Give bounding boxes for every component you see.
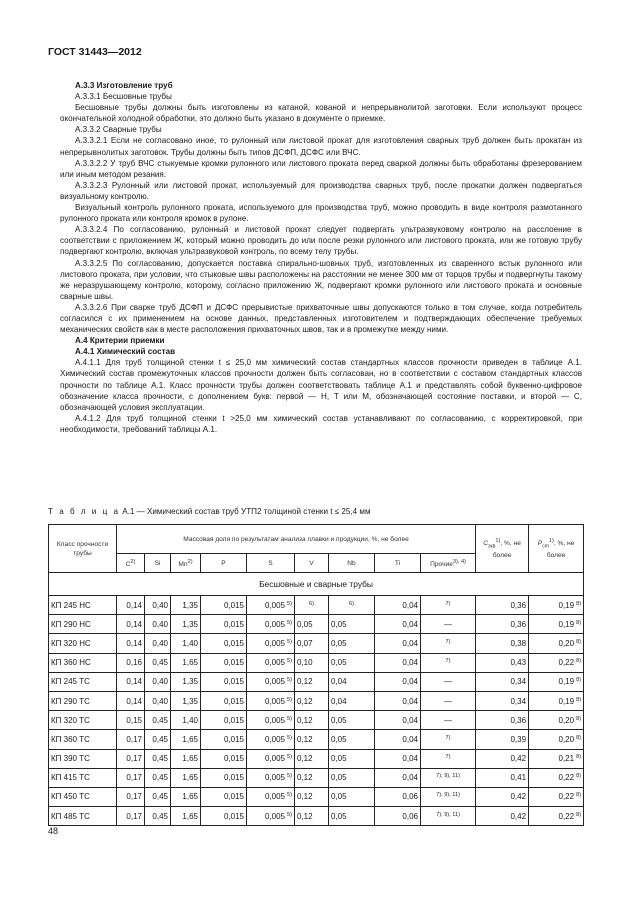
cell-p: 0,015 bbox=[201, 672, 247, 691]
paragraph: Визуальный контроль рулонного проката, используемого для производства труб, можно проводить в виде контроля размотанного рулонного проката или контроля кромок в рулоне. bbox=[60, 203, 582, 224]
table-row bbox=[49, 653, 584, 672]
cell-cekv: 0,42 bbox=[476, 787, 529, 806]
cell-p: 0,015 bbox=[201, 634, 247, 653]
cell-c: 0,14 bbox=[117, 672, 145, 691]
cell-pcm: 0,20 $^{8)}$ bbox=[529, 711, 584, 730]
cell-s: 0,005 $^{5)}$ bbox=[247, 787, 295, 806]
cell-cekv: 0,34 bbox=[476, 691, 529, 710]
cell-pcm: 0,21 $^{8)}$ bbox=[529, 749, 584, 768]
cell-nb: 0,05 bbox=[329, 615, 375, 634]
table-row bbox=[49, 787, 584, 806]
table-row bbox=[49, 711, 584, 730]
cell-other: — bbox=[421, 711, 476, 730]
cell-ti: 0,04 bbox=[375, 634, 421, 653]
cell-pcm: 0,20 $^{8)}$ bbox=[529, 730, 584, 749]
cell-ti: 0,04 bbox=[375, 711, 421, 730]
group-row-label: Бесшовные и сварные трубы bbox=[49, 573, 584, 596]
paragraph: А.3.3.2.5 По согласованию, допускается поставка спирально-шовных труб, изготовленных из сваренного встык рулонного или листового проката, при условии, что стыковые швы расположены на расстоянии не менее 300 мм от торцов трубы и подвергнуты такому же неразрушающему контролю, которому, согласно приложению Ж, подвергают кромки рулонного или листового проката и основные сварные швы. bbox=[60, 258, 582, 301]
cell-c: 0,17 bbox=[117, 730, 145, 749]
cell-v: 0,12 bbox=[295, 730, 329, 749]
cell-c: 0,17 bbox=[117, 807, 145, 826]
header-mass-fraction: Массовая доля по результатам анализа плавки и продукции, %, не более bbox=[117, 525, 476, 554]
cell-mn: 1,35 bbox=[171, 672, 201, 691]
cell-cls: КП 360 НС bbox=[49, 653, 117, 672]
cell-nb: 6) bbox=[329, 596, 375, 615]
cell-cls: КП 360 ТС bbox=[49, 730, 117, 749]
cell-nb: 0,05 bbox=[329, 807, 375, 826]
paragraph: А.4.1.2 Для труб толщиной стенки t >25,0 мм химический состав устанавливают по согласованию, с корректировкой, при необходимости, требований таблицы А.1. bbox=[60, 413, 582, 434]
cell-c: 0,16 bbox=[117, 653, 145, 672]
cell-v: 0,12 bbox=[295, 711, 329, 730]
header-element: Nb bbox=[329, 554, 375, 573]
header-element: S bbox=[247, 554, 295, 573]
cell-p: 0,015 bbox=[201, 615, 247, 634]
cell-si: 0,45 bbox=[145, 653, 171, 672]
cell-c: 0,14 bbox=[117, 596, 145, 615]
paragraph: А.3.3.2.4 По согласованию, рулонный и листовой прокат следует подвергать ультразвуковому контролю на расслоение в соответствии с приложением Ж, который можно проводить до или после резки рулонного или листового проката, или же готовую трубу подвергают контролю, включая ультразвуковой контроль, по всему телу трубы. bbox=[60, 225, 582, 257]
cell-nb: 0,05 bbox=[329, 653, 375, 672]
cell-c: 0,15 bbox=[117, 711, 145, 730]
cell-nb: 0,05 bbox=[329, 768, 375, 787]
cell-pcm: 0,19 $^{8)}$ bbox=[529, 596, 584, 615]
cell-si: 0,40 bbox=[145, 691, 171, 710]
cell-other: 7), 9), 11) bbox=[421, 768, 476, 787]
cell-mn: 1,65 bbox=[171, 730, 201, 749]
cell-other: — bbox=[421, 672, 476, 691]
cell-s: 0,005 $^{5)}$ bbox=[247, 672, 295, 691]
cell-s: 0,005 $^{5)}$ bbox=[247, 730, 295, 749]
cell-ti: 0,04 bbox=[375, 691, 421, 710]
paragraph: А.3.3.2.6 При сварке труб ДСФП и ДСФС прерывистые прихваточные швы допускаются только в том случае, когда потребитель согласился с их применением на основе данных, представленных изготовителем и подтверждающих обеспечение требуемых механических свойств как в месте расположения прихваточных швов, так и в промежутке между ними. bbox=[60, 302, 582, 335]
header-element: V bbox=[295, 554, 329, 573]
cell-cekv: 0,36 bbox=[476, 711, 529, 730]
table-row bbox=[49, 672, 584, 691]
cell-cekv: 0,36 bbox=[476, 596, 529, 615]
cell-p: 0,015 bbox=[201, 730, 247, 749]
cell-ti: 0,04 bbox=[375, 768, 421, 787]
cell-cls: КП 485 ТС bbox=[49, 807, 117, 826]
cell-s: 0,005 $^{5)}$ bbox=[247, 768, 295, 787]
table-row bbox=[49, 691, 584, 710]
cell-v: 0,05 bbox=[295, 615, 329, 634]
cell-other: — bbox=[421, 691, 476, 710]
cell-pcm: 0,19 $^{8)}$ bbox=[529, 615, 584, 634]
cell-mn: 1,40 bbox=[171, 634, 201, 653]
cell-si: 0,45 bbox=[145, 787, 171, 806]
cell-si: 0,45 bbox=[145, 730, 171, 749]
cell-si: 0,40 bbox=[145, 596, 171, 615]
table-row bbox=[49, 768, 584, 787]
cell-ti: 0,06 bbox=[375, 807, 421, 826]
cell-cls: КП 450 ТС bbox=[49, 787, 117, 806]
cell-si: 0,40 bbox=[145, 634, 171, 653]
cell-cls: КП 245 НС bbox=[49, 596, 117, 615]
cell-nb: 0,05 bbox=[329, 749, 375, 768]
cell-other: 7), 9), 11) bbox=[421, 787, 476, 806]
cell-s: 0,005 $^{5)}$ bbox=[247, 711, 295, 730]
cell-cls: КП 290 НС bbox=[49, 615, 117, 634]
cell-mn: 1,65 bbox=[171, 768, 201, 787]
cell-pcm: 0,20 $^{8)}$ bbox=[529, 634, 584, 653]
paragraph: А.3.3.2 Сварные трубы bbox=[75, 125, 162, 135]
cell-cls: КП 415 ТС bbox=[49, 768, 117, 787]
cell-pcm: 0,22 $^{8)}$ bbox=[529, 653, 584, 672]
cell-s: 0,005 $^{5)}$ bbox=[247, 653, 295, 672]
cell-v: 0,10 bbox=[295, 653, 329, 672]
cell-cls: КП 290 ТС bbox=[49, 691, 117, 710]
cell-nb: 0,04 bbox=[329, 672, 375, 691]
paragraph: А.3.3 Изготовление труб bbox=[75, 81, 173, 90]
cell-mn: 1,35 bbox=[171, 691, 201, 710]
body-text bbox=[60, 80, 582, 435]
cell-cekv: 0,39 bbox=[476, 730, 529, 749]
page-number: 48 bbox=[48, 826, 59, 836]
cell-nb: 0,05 bbox=[329, 730, 375, 749]
paragraph: А.3.3.2.1 Если не согласовано иное, то рулонный или листовой прокат для изготовления сварных труб должен быть прокатан из непрерывнолитых заготовок. Трубы должны быть типов ДСФП, ДСФС или ВЧС. bbox=[60, 136, 582, 157]
table-caption-title: А.1 — Химический состав труб УТП2 толщиной стенки t ≤ 25,4 мм bbox=[119, 507, 371, 516]
paragraph: Бесшовные трубы должны быть изготовлены из катаной, кованой и непрерывнолитой заготовки. Если используют процесс окончательной холодной обработки, это должно быть указано в документе о приемке. bbox=[60, 103, 582, 124]
cell-c: 0,17 bbox=[117, 749, 145, 768]
cell-si: 0,45 bbox=[145, 711, 171, 730]
cell-cekv: 0,42 bbox=[476, 807, 529, 826]
chemical-composition-table bbox=[48, 524, 584, 826]
header-element: Mn$^{2)}$ bbox=[171, 554, 201, 573]
cell-nb: 0,05 bbox=[329, 787, 375, 806]
cell-other: 7) bbox=[421, 653, 476, 672]
cell-cekv: 0,36 bbox=[476, 615, 529, 634]
paragraph: А.4.1 Химический состав bbox=[75, 347, 176, 357]
cell-p: 0,015 bbox=[201, 653, 247, 672]
cell-pcm: 0,22 $^{8)}$ bbox=[529, 787, 584, 806]
header-element: $C^{2)}$ bbox=[117, 554, 145, 573]
table-row bbox=[49, 749, 584, 768]
cell-p: 0,015 bbox=[201, 807, 247, 826]
paragraph: А.4.1.1 Для труб толщиной стенки t ≤ 25,0 мм химический состав стандартных классов прочности приведен в таблице А.1. Химический состав промежуточных классов прочности должен быть согласован, но в соответствии с составом стандартных классов прочности по таблице А.1. Класс прочности трубы должен соответствовать таблице А.1 и представлять собой буквенно-цифровое обозначение класса прочности, с дополнением букв: первой — Н, Т или М, обозначающей состояние поставки, и второй — С, обозначающей условия эксплуатации. bbox=[60, 358, 582, 412]
table-caption-prefix: Т а б л и ц а bbox=[48, 507, 120, 516]
cell-si: 0,45 bbox=[145, 807, 171, 826]
table-row bbox=[49, 807, 584, 826]
cell-ti: 0,04 bbox=[375, 653, 421, 672]
cell-s: 0,005 $^{5)}$ bbox=[247, 749, 295, 768]
cell-ti: 0,04 bbox=[375, 749, 421, 768]
cell-v: 0,12 bbox=[295, 807, 329, 826]
cell-cekv: 0,41 bbox=[476, 768, 529, 787]
cell-cekv: 0,34 bbox=[476, 672, 529, 691]
document-header: ГОСТ 31443—2012 bbox=[48, 46, 142, 58]
cell-v: 0,12 bbox=[295, 749, 329, 768]
cell-mn: 1,40 bbox=[171, 711, 201, 730]
table-row bbox=[49, 634, 584, 653]
cell-mn: 1,35 bbox=[171, 596, 201, 615]
cell-mn: 1,65 bbox=[171, 807, 201, 826]
cell-ti: 0,06 bbox=[375, 787, 421, 806]
header-element: Si bbox=[145, 554, 171, 573]
cell-s: 0,005 $^{5)}$ bbox=[247, 807, 295, 826]
cell-pcm: 0,19 $^{8)}$ bbox=[529, 691, 584, 710]
cell-mn: 1,65 bbox=[171, 787, 201, 806]
cell-other: 7) bbox=[421, 730, 476, 749]
cell-nb: 0,05 bbox=[329, 634, 375, 653]
cell-ti: 0,04 bbox=[375, 596, 421, 615]
cell-v: 0,12 bbox=[295, 672, 329, 691]
cell-s: 0,005 $^{5)}$ bbox=[247, 691, 295, 710]
cell-s: 0,005 $^{5)}$ bbox=[247, 596, 295, 615]
cell-nb: 0,05 bbox=[329, 711, 375, 730]
cell-si: 0,45 bbox=[145, 749, 171, 768]
cell-mn: 1,65 bbox=[171, 749, 201, 768]
cell-cekv: 0,38 bbox=[476, 634, 529, 653]
cell-cls: КП 320 ТС bbox=[49, 711, 117, 730]
header-element: P bbox=[201, 554, 247, 573]
cell-c: 0,17 bbox=[117, 787, 145, 806]
cell-p: 0,015 bbox=[201, 691, 247, 710]
cell-cls: КП 320 НС bbox=[49, 634, 117, 653]
cell-pcm: 0,22 $^{8)}$ bbox=[529, 768, 584, 787]
table-row bbox=[49, 730, 584, 749]
table-caption bbox=[48, 507, 588, 516]
cell-cls: КП 245 ТС bbox=[49, 672, 117, 691]
header-class: Класс прочности трубы bbox=[49, 525, 117, 573]
table-row bbox=[49, 596, 584, 615]
cell-nb: 0,04 bbox=[329, 691, 375, 710]
cell-v: 0,12 bbox=[295, 787, 329, 806]
cell-si: 0,40 bbox=[145, 672, 171, 691]
cell-p: 0,015 bbox=[201, 596, 247, 615]
cell-mn: 1,65 bbox=[171, 653, 201, 672]
cell-c: 0,17 bbox=[117, 768, 145, 787]
cell-cekv: 0,42 bbox=[476, 749, 529, 768]
cell-s: 0,005 $^{5)}$ bbox=[247, 634, 295, 653]
cell-si: 0,45 bbox=[145, 768, 171, 787]
table-row bbox=[49, 615, 584, 634]
cell-cekv: 0,43 bbox=[476, 653, 529, 672]
cell-v: 0,12 bbox=[295, 691, 329, 710]
cell-p: 0,015 bbox=[201, 768, 247, 787]
cell-v: 0,07 bbox=[295, 634, 329, 653]
cell-ti: 0,04 bbox=[375, 672, 421, 691]
cell-v: 0,12 bbox=[295, 768, 329, 787]
cell-ti: 0,04 bbox=[375, 615, 421, 634]
paragraph: А.3.3.2.3 Рулонный или листовой прокат, используемый для производства сварных труб, после прокатки должен подвергаться визуальному контролю. bbox=[60, 180, 582, 201]
header-pcm: $P_{cm}^{1)}$, %, не более bbox=[529, 525, 584, 573]
cell-other: — bbox=[421, 615, 476, 634]
cell-p: 0,015 bbox=[201, 711, 247, 730]
cell-mn: 1,35 bbox=[171, 615, 201, 634]
header-element: Прочие$^{3), 4)}$ bbox=[421, 554, 476, 573]
cell-p: 0,015 bbox=[201, 787, 247, 806]
cell-other: 7) bbox=[421, 596, 476, 615]
cell-p: 0,015 bbox=[201, 749, 247, 768]
header-cekv: $C_{экв}^{1)}$, %, не более bbox=[476, 525, 529, 573]
cell-si: 0,40 bbox=[145, 615, 171, 634]
cell-pcm: 0,22 $^{8)}$ bbox=[529, 807, 584, 826]
paragraph: А.3.3.1 Бесшовные трубы bbox=[75, 92, 172, 102]
cell-v: 6) bbox=[295, 596, 329, 615]
cell-c: 0,14 bbox=[117, 691, 145, 710]
cell-other: 7) bbox=[421, 634, 476, 653]
paragraph: А.4 Критерии приемки bbox=[75, 336, 165, 346]
cell-s: 0,005 $^{5)}$ bbox=[247, 615, 295, 634]
cell-other: 7), 9), 11) bbox=[421, 807, 476, 826]
cell-pcm: 0,19 $^{8)}$ bbox=[529, 672, 584, 691]
header-element: Ti bbox=[375, 554, 421, 573]
cell-c: 0,14 bbox=[117, 634, 145, 653]
cell-c: 0,14 bbox=[117, 615, 145, 634]
cell-other: 7) bbox=[421, 749, 476, 768]
cell-ti: 0,04 bbox=[375, 730, 421, 749]
paragraph: А.3.3.2.2 У труб ВЧС стыкуемые кромки рулонного или листового проката перед сваркой должны быть обработаны фрезерованием или иным методом резания. bbox=[60, 158, 582, 179]
cell-cls: КП 390 ТС bbox=[49, 749, 117, 768]
